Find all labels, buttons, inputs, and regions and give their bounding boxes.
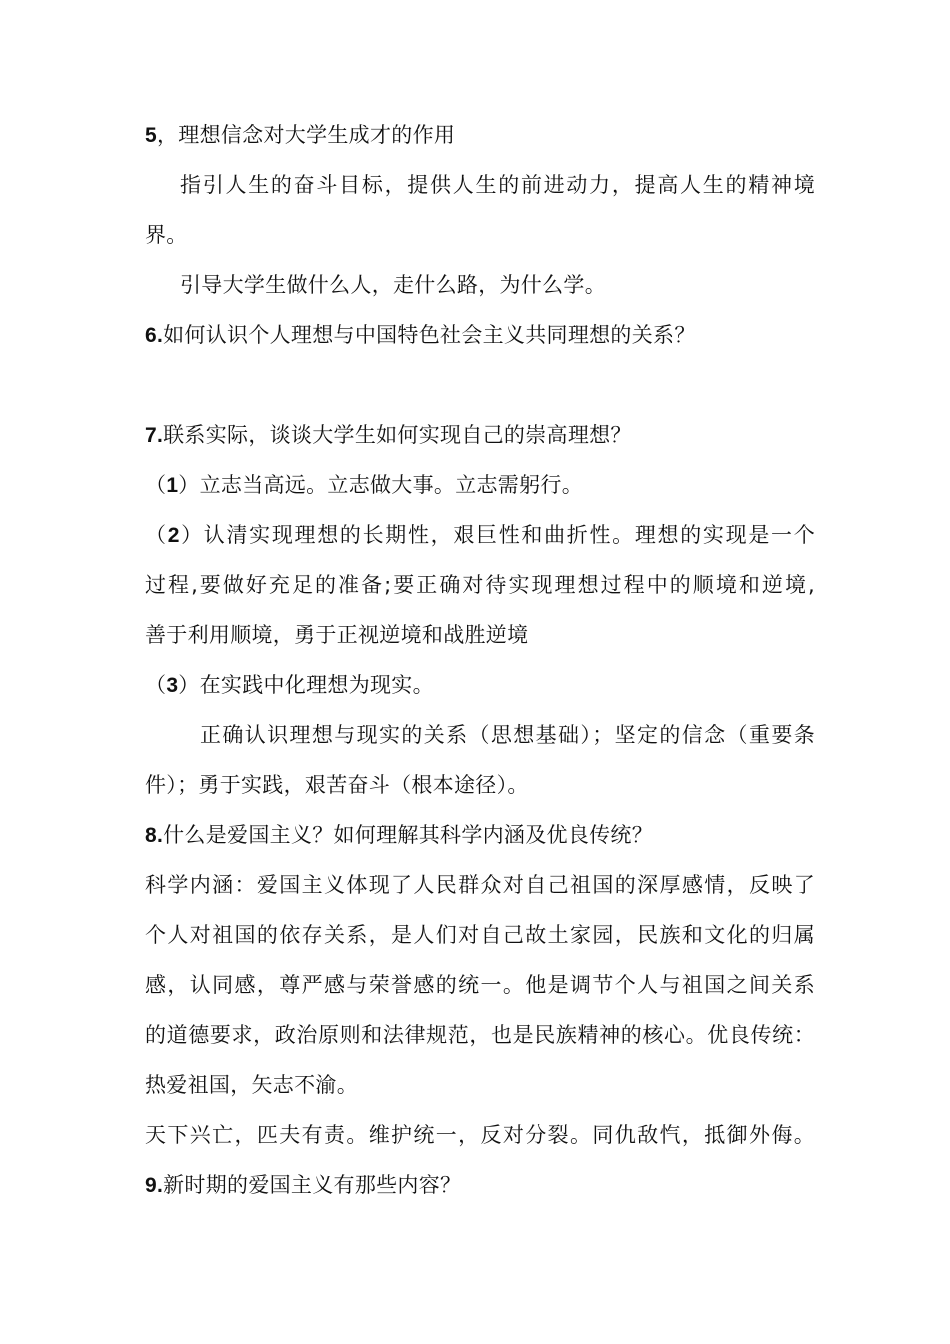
question-7-heading <box>145 420 815 451</box>
question-title: 联系实际，谈谈大学生如何实现自己的崇高理想？ <box>163 423 632 447</box>
paragraph-line: 过程,要做好充足的准备;要正确对待实现理想过程中的顺境和逆境, <box>145 573 815 597</box>
question-title: 什么是爱国主义？如何理解其科学内涵及优良传统？ <box>163 823 654 847</box>
paragraph-line: 天下兴亡，匹夫有责。维护统一，反对分裂。同仇敌忾，抵御外侮。 <box>145 1123 815 1147</box>
question-number: 5 <box>145 124 157 147</box>
question-8-heading <box>145 820 815 851</box>
item-text: ）认清实现理想的长期性，艰巨性和曲折性。理想的实现是一个 <box>179 523 815 547</box>
paren-open: （ <box>145 523 168 547</box>
question-title: 新时期的爱国主义有那些内容？ <box>163 1173 462 1197</box>
paragraph-line: 件）；勇于实践，艰苦奋斗（根本途径）。 <box>145 773 529 797</box>
item-number: 2 <box>167 524 180 547</box>
question-number: 6. <box>145 324 164 347</box>
list-item-3 <box>145 670 815 701</box>
question-number: 8. <box>145 824 164 847</box>
item-number: 1 <box>166 474 179 497</box>
question-9-heading <box>145 1170 815 1201</box>
question-number: 7. <box>145 424 164 447</box>
paren-open: （ <box>145 673 167 697</box>
item-text: ）立志当高远。立志做大事。立志需躬行。 <box>178 473 583 497</box>
paragraph-line: 善于利用顺境，勇于正视逆境和战胜逆境 <box>145 623 529 647</box>
paragraph-line: 指引人生的奋斗目标，提供人生的前进动力，提高人生的精神境 <box>180 173 815 197</box>
question-number: 9. <box>145 1174 164 1197</box>
paren-open: （ <box>145 473 167 497</box>
paragraph-line: 正确认识理想与现实的关系（思想基础）；坚定的信念（重要条 <box>200 723 815 747</box>
paragraph-line: 感，认同感，尊严感与荣誉感的统一。他是调节个人与祖国之间关系 <box>145 973 815 997</box>
paragraph-line: 个人对祖国的依存关系，是人们对自己故土家园，民族和文化的归属 <box>145 923 815 947</box>
paragraph-line: 的道德要求，政治原则和法律规范，也是民族精神的核心。优良传统： <box>145 1023 815 1047</box>
question-title: ，理想信念对大学生成才的作用 <box>156 123 456 147</box>
paragraph-line: 界。 <box>145 223 188 247</box>
item-text: ）在实践中化理想为现实。 <box>178 673 434 697</box>
question-6-heading <box>145 320 815 351</box>
paragraph-line: 科学内涵：爱国主义体现了人民群众对自己祖国的深厚感情，反映了 <box>145 873 815 897</box>
list-item-1 <box>145 470 815 501</box>
paragraph-line: 热爱祖国，矢志不渝。 <box>145 1073 358 1097</box>
question-title: 如何认识个人理想与中国特色社会主义共同理想的关系？ <box>163 323 696 347</box>
item-number: 3 <box>166 674 179 697</box>
question-5-heading <box>145 120 815 151</box>
list-item-2 <box>145 520 815 551</box>
paragraph-line: 引导大学生做什么人，走什么路，为什么学。 <box>180 273 606 297</box>
